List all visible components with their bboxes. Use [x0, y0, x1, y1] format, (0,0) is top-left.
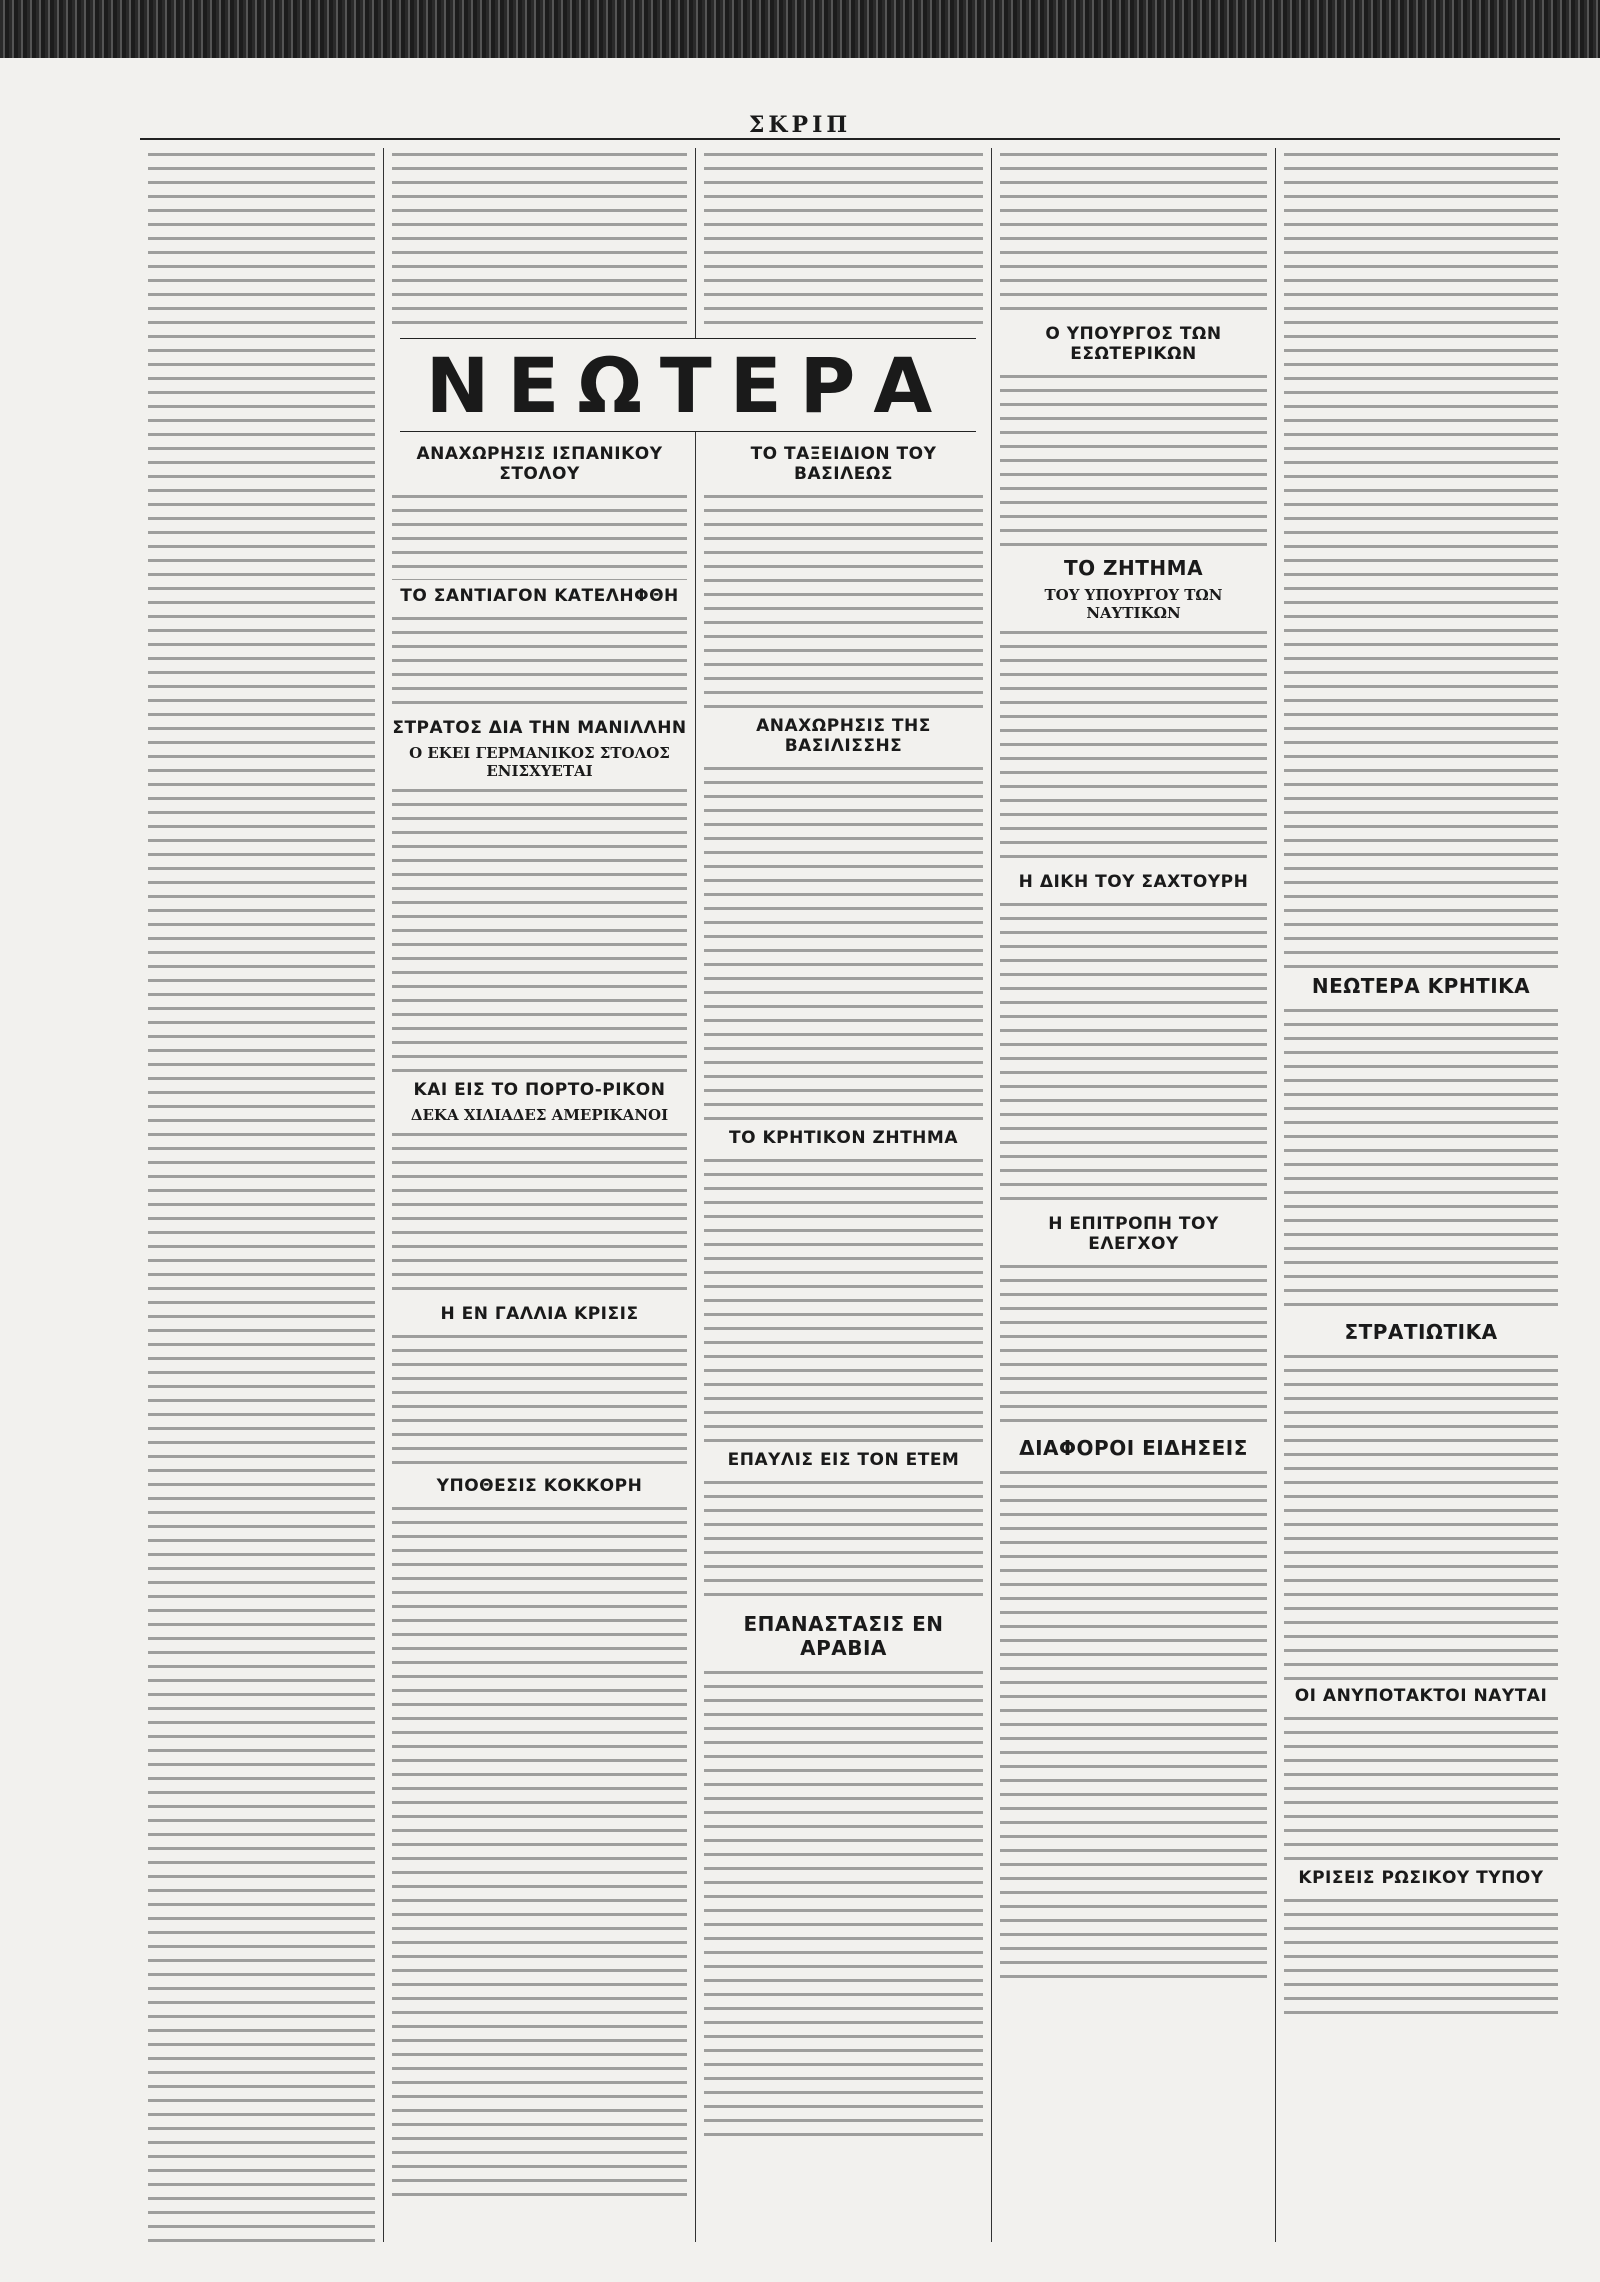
article-body: [1000, 898, 1267, 1208]
headline-king-trip: ΤΟ ΤΑΞΕΙΔΙΟΝ ΤΟΥ ΒΑΣΙΛΕΩΣ: [750, 444, 937, 484]
article-body: [704, 148, 983, 328]
article-body: [1284, 148, 1558, 968]
headline-russian-press: ΚΡΙΣΕΙΣ ΡΩΣΙΚΟΥ ΤΥΠΟΥ: [1298, 1868, 1544, 1888]
article-body: [704, 1666, 983, 2146]
scan-border: [0, 0, 1600, 58]
headline-naval-question: ΤΟ ΖΗΤΗΜΑ: [1063, 556, 1204, 580]
column-5: [1276, 148, 1566, 2242]
article-body: [704, 1154, 983, 1444]
headline-hypothesis: ΥΠΟΘΕΣΙΣ ΚΟΚΚΟΡΗ: [436, 1476, 643, 1496]
column-2: [384, 148, 696, 2242]
article-body: [1284, 1894, 1558, 2014]
article-body: [1284, 1712, 1558, 1862]
masthead: ΣΚΡΙΠ: [748, 112, 852, 138]
headline-trial: Η ΔΙΚΗ ΤΟΥ ΣΑΧΤΟΥΡΗ: [1018, 872, 1249, 892]
article-body: [392, 784, 687, 1074]
subhead-porto-rico: ΔΕΚΑ ΧΙΛΙΑΔΕΣ ΑΜΕΡΙΚΑΝΟΙ: [410, 1106, 669, 1124]
headline-spain-fleet: ΑΝΑΧΩΡΗΣΙΣ ΙΣΠΑΝΙΚΟΥ ΣΤΟΛΟΥ: [416, 444, 663, 484]
article-body: [704, 762, 983, 1122]
headline-cretan: ΤΟ ΚΡΗΤΙΚΟΝ ΖΗΤΗΜΑ: [729, 1128, 958, 1148]
headline-france: Η ΕΝ ΓΑΛΛΙΑ ΚΡΙΣΙΣ: [440, 1304, 639, 1324]
headline-interior: Ο ΥΠΟΥΡΓΟΣ ΤΩΝ ΕΣΩΤΕΡΙΚΩΝ: [1045, 324, 1222, 364]
article-body: [1000, 148, 1267, 318]
article-body: [1284, 1350, 1558, 1680]
article-body: [392, 1502, 687, 2202]
article-body: [1000, 1466, 1267, 1986]
headline-cretan-news: ΝΕΩΤΕΡΑ ΚΡΗΤΙΚΑ: [1311, 974, 1531, 998]
article-body: [1000, 1260, 1267, 1430]
subhead-german-fleet: Ο ΕΚΕΙ ΓΕΡΜΑΝΙΚΟΣ ΣΤΟΛΟΣ ΕΝΙΣΧΥΕΤΑΙ: [409, 744, 670, 780]
headline-committee: Η ΕΠΙΤΡΟΠΗ ΤΟΥ ΕΛΕΓΧΟΥ: [1048, 1214, 1219, 1254]
masthead-rule: [140, 138, 1560, 140]
headline-porto-rico: ΚΑΙ ΕΙΣ ΤΟ ΠΟΡΤΟ-ΡΙΚΟΝ: [413, 1080, 666, 1100]
article-body: [704, 490, 983, 710]
headline-manila: ΣΤΡΑΤΟΣ ΔΙΑ ΤΗΝ ΜΑΝΙΛΛΗΝ: [392, 718, 687, 738]
column-3: [696, 148, 992, 2242]
article-body: [1000, 626, 1267, 866]
article-body: [392, 490, 687, 580]
headline-etem: ΕΠΑΥΛΙΣ ΕΙΣ ΤΟΝ ΕΤΕΜ: [727, 1450, 960, 1470]
article-body: [1000, 370, 1267, 550]
headline-santiago: ΤΟ ΣΑΝΤΙΑΓΟΝ ΚΑΤΕΛΗΦΘΗ: [400, 586, 679, 606]
headline-queen: ΑΝΑΧΩΡΗΣΙΣ ΤΗΣ ΒΑΣΙΛΙΣΣΗΣ: [756, 716, 931, 756]
article-body: [392, 1330, 687, 1470]
headline-military: ΣΤΡΑΤΙΩΤΙΚΑ: [1344, 1320, 1498, 1344]
headline-various: ΔΙΑΦΟΡΟΙ ΕΙΔΗΣΕΙΣ: [1019, 1436, 1248, 1460]
article-body: [148, 148, 375, 2242]
banner-neotera: ΝΕΩΤΕΡΑ: [400, 338, 976, 432]
article-body: [704, 1476, 983, 1606]
column-4: [992, 148, 1276, 2242]
article-body: [392, 612, 687, 712]
article-body: [392, 148, 687, 328]
column-1: [140, 148, 384, 2242]
subhead-naval-question: ΤΟΥ ΥΠΟΥΡΓΟΥ ΤΩΝ ΝΑΥΤΙΚΩΝ: [1044, 586, 1223, 622]
headline-arabia: ΕΠΑΝΑΣΤΑΣΙΣ ΕΝ ΑΡΑΒΙΑ: [743, 1612, 944, 1660]
headline-sailors: ΟΙ ΑΝΥΠΟΤΑΚΤΟΙ ΝΑΥΤΑΙ: [1294, 1686, 1548, 1706]
article-body: [1284, 1004, 1558, 1314]
article-body: [392, 1128, 687, 1298]
